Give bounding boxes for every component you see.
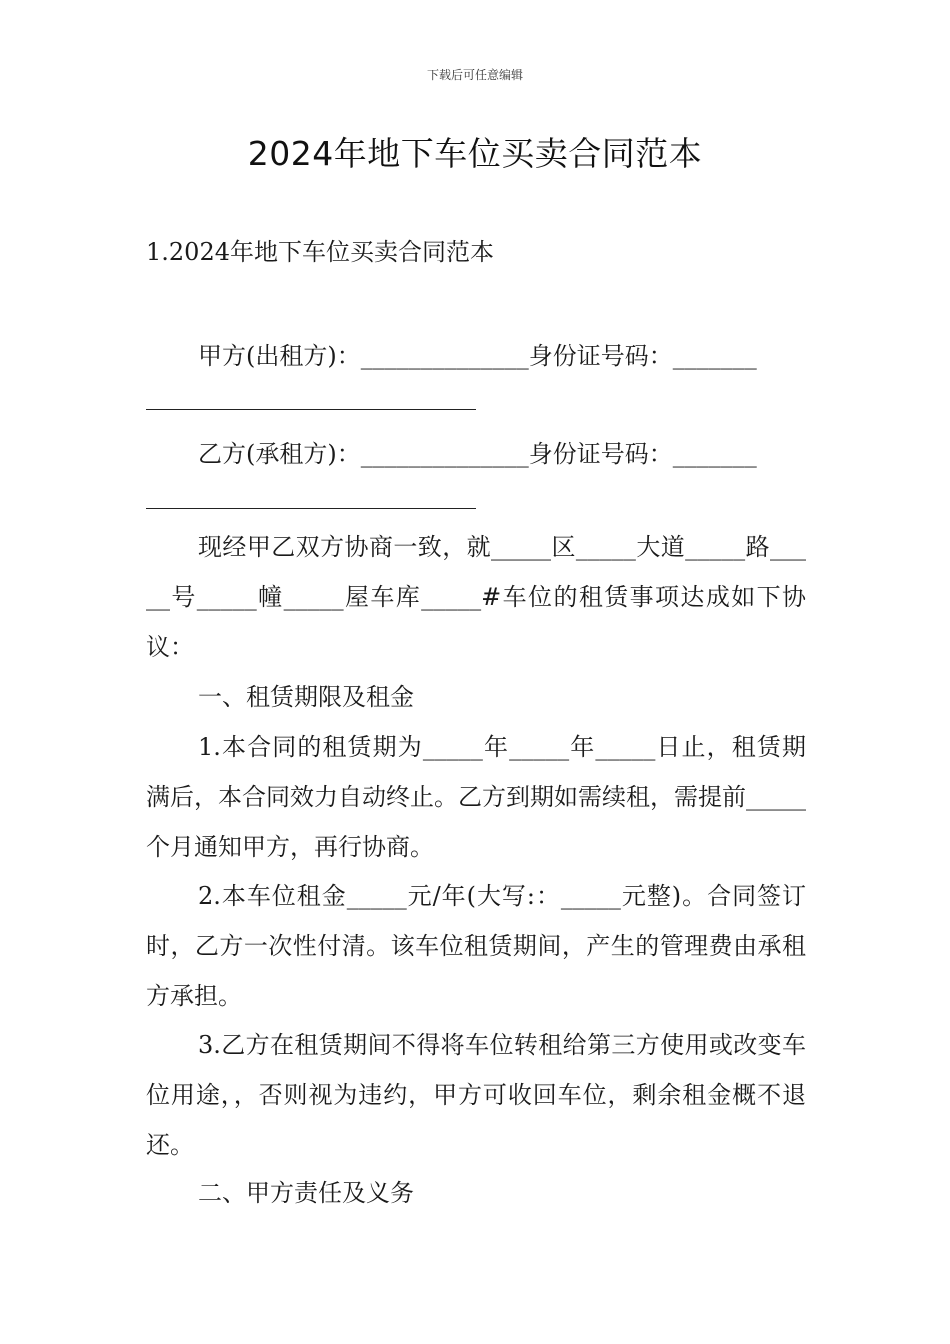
clause-1: 1.本合同的租赁期为_____年_____年_____日止，租赁期满后，本合同效力自动终止。乙方到期如需续租，需提前_____个月通知甲方，再行协商。 xyxy=(146,733,806,861)
party-b-line: 乙方(承租方)：______________身份证号码：_______ xyxy=(198,440,757,468)
section-two-heading: 二、甲方责任及义务 xyxy=(198,1179,414,1207)
clause-2: 2.本车位租金_____元/年(大写:：_____元整)。合同签订时，乙方一次性付清。该车位租赁期间，产生的管理费由承租方承担。 xyxy=(146,882,806,1010)
section-heading: 1.2024年地下车位买卖合同范本 xyxy=(146,238,494,266)
section-one-heading: 一、租赁期限及租金 xyxy=(198,683,414,711)
document-title: 2024年地下车位买卖合同范本 xyxy=(247,134,703,173)
party-b-id-underline xyxy=(146,508,476,509)
party-a-line: 甲方(出租方)：______________身份证号码：_______ xyxy=(198,342,757,370)
party-a-id-underline xyxy=(146,409,476,410)
header-note: 下载后可任意编辑 xyxy=(426,68,523,82)
clause-3: 3.乙方在租赁期间不得将车位转租给第三方使用或改变车位用途，，否则视为违约，甲方可收回车位，剩余租金概不退还。 xyxy=(146,1031,806,1159)
intro-paragraph: 现经甲乙双方协商一致，就_____区_____大道_____路_____号_____幢_____屋车库_____#车位的租赁事项达成如下协议： xyxy=(146,533,806,661)
